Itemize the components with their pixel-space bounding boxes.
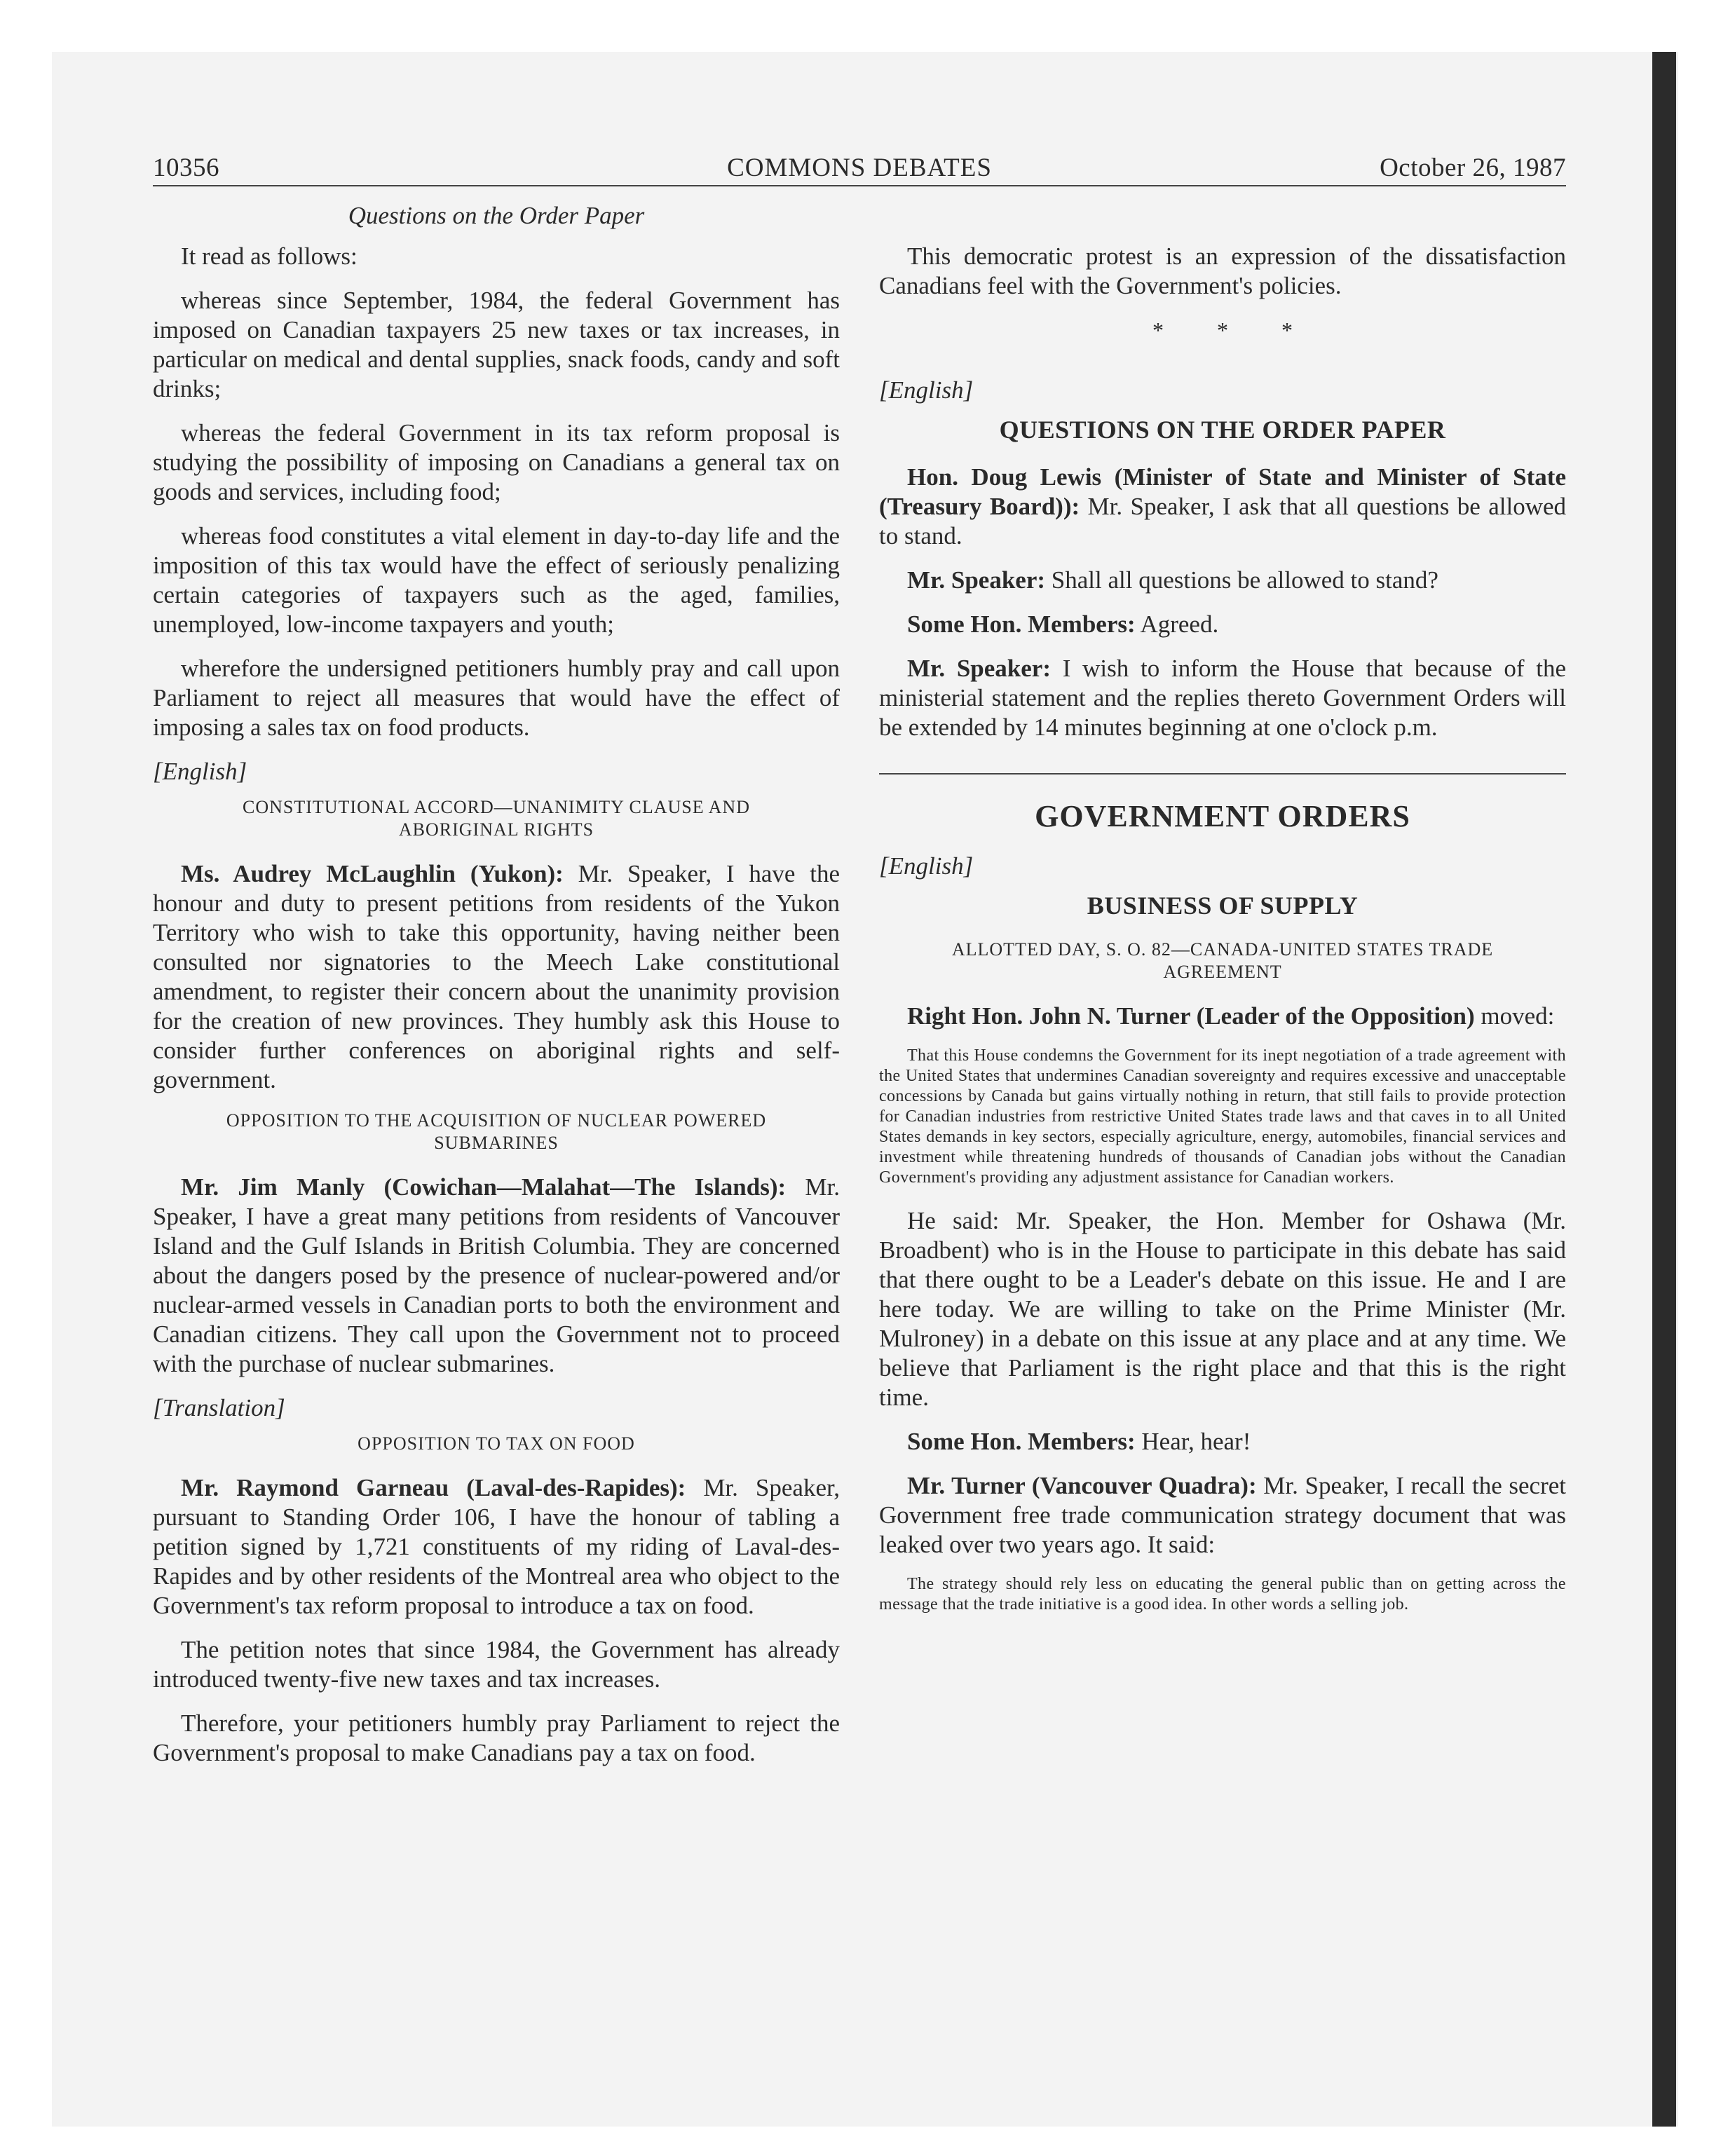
speaker-name: Some Hon. Members: (907, 610, 1136, 638)
speaker-name: Mr. Raymond Garneau (Laval-des-Rapides): (181, 1474, 686, 1501)
speaker-name: Mr. Jim Manly (Cowichan—Malahat—The Islands): (181, 1173, 787, 1201)
speech-paragraph (879, 566, 1566, 595)
government-orders-heading: GOVERNMENT ORDERS (1035, 799, 1410, 833)
whereas-1: whereas since September, 1984, the federal Government has imposed on Canadian taxpayers 25 new taxes or tax increases, in particular on medical and dental supplies, snack foods, candy and soft drinks; (153, 287, 840, 402)
speech-text: Agreed. (1140, 610, 1219, 638)
speech-paragraph (879, 1471, 1566, 1560)
scan-edge-bar (1652, 52, 1676, 2127)
body-paragraph: He said: Mr. Speaker, the Hon. Member for Oshawa (Mr. Broadbent) who is in the House to participate in this debate has said that there ought to be a Leader's debate on this issue. He and I are here today. We are willing to take on the Prime Minister (Mr. Mulroney) in a debate on this issue at any place and at any time. We believe that Parliament is the right place and that this is the right time. (879, 1207, 1566, 1411)
publication-date: October 26, 1987 (1380, 153, 1566, 182)
section-heading: CONSTITUTIONAL ACCORD—UNANIMITY CLAUSE AND ABORIGINAL RIGHTS (242, 797, 750, 840)
section-rule (879, 773, 1566, 775)
motion-text: That this House condemns the Government for its inept negotiation of a trade agreement with the United States that undermines Canadian sovereignty and requires excessive and unacceptable concessions by Canada but gains virtually nothing in return, that still fails to provide protection for Canadian industries from restrictive United States trade laws and that caves in to all United States demands in key sectors, especially agriculture, energy, automobiles, financial services and investment while threatening hundreds of thousands of Canadian jobs without the Canadian Government's providing any adjustment assistance for Canadian workers. (879, 1046, 1566, 1187)
speaker-name: Mr. Turner (Vancouver Quadra): (907, 1472, 1257, 1499)
section-subheading: ALLOTTED DAY, S. O. 82—CANADA-UNITED STATES TRADE AGREEMENT (951, 939, 1494, 982)
speech-paragraph (879, 463, 1566, 551)
speech-paragraph (879, 1002, 1566, 1031)
section-heading: OPPOSITION TO THE ACQUISITION OF NUCLEAR POWERED SUBMARINES (226, 1110, 767, 1153)
running-head: Questions on the Order Paper (348, 202, 645, 229)
body-paragraph: This democratic protest is an expression of the dissatisfaction Canadians feel with the Government's policies. (879, 243, 1566, 299)
language-tag: [English] (153, 758, 247, 785)
speech-text: Mr. Speaker, I recall the secret Government free trade communication strategy document that was leaked over two years ago. It said: (879, 1472, 1566, 1558)
speaker-name: Ms. Audrey McLaughlin (Yukon): (181, 860, 564, 887)
speech-paragraph (153, 1173, 840, 1379)
section-heading-supply: BUSINESS OF SUPPLY (1087, 892, 1359, 920)
speaker-name: Mr. Speaker: (907, 566, 1046, 594)
page-number: 10356 (153, 153, 219, 182)
speech-text: Mr. Speaker, I have a great many petitions from residents of Vancouver Island and the Gulf Islands in British Columbia. They are concerned about the dangers posed by the presence of nuclear-powered and/or nuclear-armed vessels in Canadian ports to both the environment and Canadian citizens. They call upon the Government not to proceed with the purchase of nuclear submarines. (153, 1173, 840, 1377)
quoted-text: The strategy should rely less on educating the general public than on getting across the message that the trade initiative is a good idea. In other words a selling job. (879, 1575, 1566, 1613)
language-tag: [English] (879, 376, 974, 404)
speaker-name: Some Hon. Members: (907, 1428, 1136, 1455)
speech-paragraph (879, 1427, 1566, 1456)
publication-title: COMMONS DEBATES (727, 153, 992, 182)
speech-paragraph (153, 1473, 840, 1621)
speech-text: Shall all questions be allowed to stand? (1051, 566, 1438, 594)
whereas-3: whereas food constitutes a vital element in day-to-day life and the imposition of this tax would have the effect of seriously penalizing certain categories of taxpayers such as the aged, families, unemployed, low-income taxpayers and youth; (153, 522, 840, 638)
speech-text: I wish to inform the House that because of the ministerial statement and the replies thereto Government Orders will be extended by 14 minutes beginning at one o'clock p.m. (879, 655, 1567, 741)
language-tag: [English] (879, 852, 974, 880)
body-paragraph: Therefore, your petitioners humbly pray Parliament to reject the Government's proposal to make Canadians pay a tax on food. (153, 1710, 840, 1766)
speech-text: Mr. Speaker, pursuant to Standing Order 106, I have the honour of tabling a petition signed by 1,721 constituents of my riding of Laval-des-Rapides and by other residents of the Montreal area who object to the Government's tax reform proposal to introduce a tax on food. (153, 1474, 840, 1619)
speaker-name: Hon. Doug Lewis (Minister of State and Minister of State (Treasury Board)): (879, 463, 1566, 520)
language-tag: [Translation] (153, 1394, 285, 1421)
speech-text: Mr. Speaker, I ask that all questions be allowed to stand. (879, 493, 1567, 550)
speech-paragraph (153, 859, 840, 1095)
body-paragraph: The petition notes that since 1984, the Government has already introduced twenty-five new taxes and tax increases. (153, 1636, 840, 1693)
left-column (153, 242, 840, 1782)
section-heading-qop: QUESTIONS ON THE ORDER PAPER (999, 416, 1446, 444)
speech-text: Mr. Speaker, I have the honour and duty to present petitions from residents of the Yukon Territory who wish to take this opportunity, having neither been consulted nor signatories to the Meech Lake constitutional amendment, to register their concern about the unanimity provision for the creation of new provinces. They humbly ask this House to consider further conferences on aboriginal rights and self-government. (153, 860, 840, 1093)
speaker-name: Mr. Speaker: (907, 655, 1052, 682)
speech-text: moved: (1481, 1002, 1555, 1030)
speech-paragraph (879, 654, 1566, 742)
section-heading: OPPOSITION TO TAX ON FOOD (358, 1433, 635, 1454)
header-rule (153, 185, 1566, 186)
speech-paragraph (879, 610, 1566, 639)
speech-text: Hear, hear! (1141, 1428, 1251, 1455)
section-stars: * * * (1152, 318, 1316, 343)
right-column (879, 242, 1566, 1633)
whereas-2: whereas the federal Government in its tax reform proposal is studying the possibility of imposing on Canadians a general tax on goods and services, including food; (153, 419, 840, 505)
intro-paragraph: It read as follows: (181, 243, 358, 270)
speaker-name: Right Hon. John N. Turner (Leader of the Opposition) (907, 1002, 1475, 1030)
wherefore: wherefore the undersigned petitioners humbly pray and call upon Parliament to reject all measures that would have the effect of imposing a sales tax on food products. (153, 655, 840, 741)
page-header (153, 153, 1566, 184)
